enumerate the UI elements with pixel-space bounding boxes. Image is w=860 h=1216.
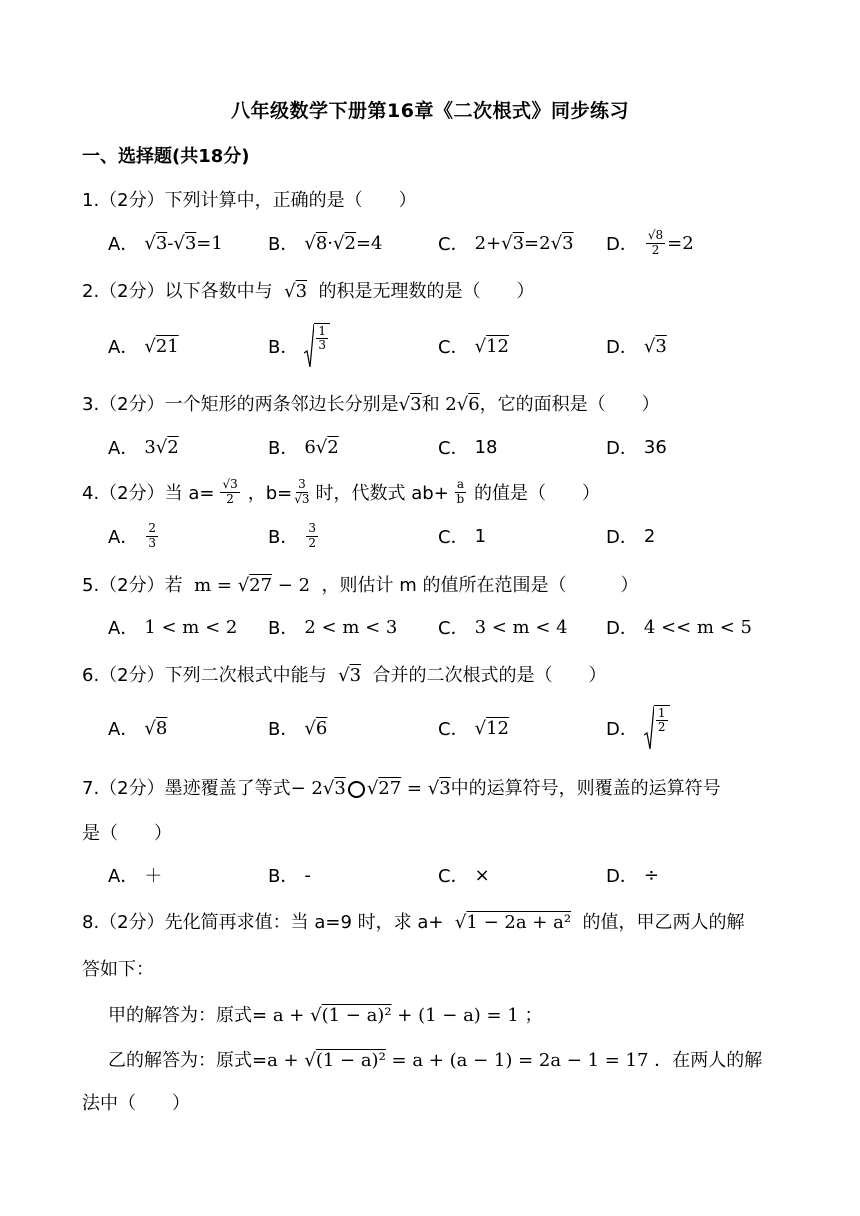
option-b-value: - xyxy=(304,864,311,886)
question-7-options xyxy=(108,855,808,895)
q3-text-pre: 3.（2分）一个矩形的两条邻边长分别是 xyxy=(82,394,399,415)
option-c-value: × xyxy=(474,864,490,886)
question-8-cont2: 法中（ ） xyxy=(82,1093,190,1114)
q4-text-mid1: ，b= xyxy=(247,483,293,504)
option-c: C． 1 xyxy=(438,525,487,548)
option-d: D． √3 xyxy=(606,335,667,358)
option-a: A． √ 3 -√ 3 =1 xyxy=(108,232,223,255)
q3-text-mid: 和 xyxy=(421,394,440,415)
solution-yi: 乙的解答为：原式=a + √(1 − a)² = a + (a − 1) = 2a − 1 = 17 ．在两人的解 xyxy=(108,1050,763,1071)
question-8-cont: 答如下： xyxy=(82,959,154,980)
q4-text-mid2: 时，代数式 ab+ xyxy=(315,483,449,504)
q8-text-pre: 8.（2分）先化简再求值：当 a=9 时，求 a+ xyxy=(82,912,444,933)
option-b: B． $\frac{1}{3}$ xyxy=(268,326,330,366)
solution-jia-label: 甲的解答为：原式= xyxy=(108,1005,268,1026)
q4-text-pre: 4.（2分）当 a= xyxy=(82,483,215,504)
option-d-value: 36 xyxy=(643,436,667,458)
question-3: 3.（2分）一个矩形的两条邻边长分别是√3和 2√6，它的面积是（ ） xyxy=(82,394,660,415)
question-7-cont: 是（ ） xyxy=(82,823,172,844)
option-a-value: ＋ xyxy=(144,866,163,887)
option-c-value: 3 < m < 4 xyxy=(474,616,568,638)
option-d-value: ÷ xyxy=(643,864,659,886)
solution-yi-label: 乙的解答为：原式= xyxy=(108,1050,268,1071)
q8-text-post: 的值，甲乙两人的解 xyxy=(582,912,745,933)
question-6-options xyxy=(108,708,808,748)
option-a: A． √21 xyxy=(108,335,179,358)
question-2-options xyxy=(108,326,808,366)
option-d: D． 4 << m < 5 xyxy=(606,616,752,639)
solution-yi-end: ．在两人的解 xyxy=(654,1050,763,1071)
option-a: A． ＋ xyxy=(108,855,162,895)
solution-jia-end: ； xyxy=(524,1005,543,1026)
option-b: B． - xyxy=(268,864,311,887)
question-6: 6.（2分）下列二次根式中能与 √3 合并的二次根式的是（ ） xyxy=(82,665,607,686)
question-8: 8.（2分）先化简再求值：当 a=9 时，求 a+ √1 − 2a + a² 的值，甲乙两人的解 xyxy=(82,912,745,933)
q6-text-pre: 6.（2分）下列二次根式中能与 xyxy=(82,665,327,686)
option-c: C． 3 < m < 4 xyxy=(438,616,568,639)
page-title: 八年级数学下册第16章《二次根式》同步练习 xyxy=(231,100,629,122)
option-c-value: 18 xyxy=(474,436,498,458)
ink-blot-circle xyxy=(348,781,365,798)
option-a: A． 3√2 xyxy=(108,436,179,459)
q4-text-post: 的值是（ ） xyxy=(473,483,600,504)
q7-text-pre: 7.（2分）墨迹覆盖了等式 xyxy=(82,778,291,799)
q7-text-post: 中的运算符号，则覆盖的运算符号 xyxy=(450,778,721,799)
question-1: 1.（2分）下列计算中，正确的是（ ） xyxy=(82,190,417,211)
option-c: C． √12 xyxy=(438,717,509,740)
option-d: D． 36 xyxy=(606,436,667,459)
option-d-value: 4 << m < 5 xyxy=(643,616,752,638)
option-c: C． 18 xyxy=(438,436,498,459)
option-a: A． 1 < m < 2 xyxy=(108,616,238,639)
q2-text-post: 的积是无理数的是（ ） xyxy=(318,281,535,302)
option-d: D． ÷ xyxy=(606,864,659,887)
question-1-options xyxy=(108,223,808,263)
option-b: B． $\frac{3}{2}$ xyxy=(268,521,316,550)
q5-text-post: ，则估计 m 的值所在范围是（ ） xyxy=(321,575,639,596)
q6-text-post: 合并的二次根式的是（ ） xyxy=(372,665,607,686)
option-c: C． √12 xyxy=(438,335,509,358)
question-4: 4.（2分）当 a= $\frac{√3}{2}$ ，b= $\frac{3}{√3}$ 时，代数式 ab+ $\frac{a}{b}$ 的值是（ ） xyxy=(82,477,600,506)
question-4-options xyxy=(108,516,808,556)
solution-jia: 甲的解答为：原式= a + √(1 − a)² + (1 − a) = 1 ； xyxy=(108,1005,543,1026)
option-c-value: 1 xyxy=(474,525,487,547)
q3-text-post: ，它的面积是（ ） xyxy=(479,394,660,415)
option-b: B． 6√2 xyxy=(268,436,339,459)
option-a-value: 1 < m < 2 xyxy=(144,616,238,638)
question-5-options xyxy=(108,607,808,647)
section-heading: 一、选择题(共18分) xyxy=(82,146,250,167)
option-a: A． √8 xyxy=(108,717,168,740)
option-b: B． √6 xyxy=(268,717,328,740)
question-7: 7.（2分）墨迹覆盖了等式− 2√3 √27 = √3中的运算符号，则覆盖的运算符号 xyxy=(82,778,721,799)
option-d: D． $\frac{1}{2}$ xyxy=(606,708,670,748)
question-3-options xyxy=(108,427,808,467)
option-d-value: 2 xyxy=(643,525,656,547)
option-c: C． × xyxy=(438,864,490,887)
option-a: A． $\frac{2}{3}$ xyxy=(108,521,156,550)
question-2: 2.（2分）以下各数中与 √3 的积是无理数的是（ ） xyxy=(82,281,535,302)
option-d: D． $\frac{√8}{2}$ =2 xyxy=(606,228,694,257)
question-5: 5.（2分）若 m = √27 − 2 ，则估计 m 的值所在范围是（ ） xyxy=(82,575,639,596)
q5-text-pre: 5.（2分）若 xyxy=(82,575,183,596)
option-c: C． 2+√ 3 =2√ 3 xyxy=(438,232,574,255)
option-b: B． 2 < m < 3 xyxy=(268,616,398,639)
option-d: D． 2 xyxy=(606,525,656,548)
option-b-value: 2 < m < 3 xyxy=(304,616,398,638)
q2-text-pre: 2.（2分）以下各数中与 xyxy=(82,281,273,302)
option-b: B． √ 8 ·√ 2 =4 xyxy=(268,232,383,255)
